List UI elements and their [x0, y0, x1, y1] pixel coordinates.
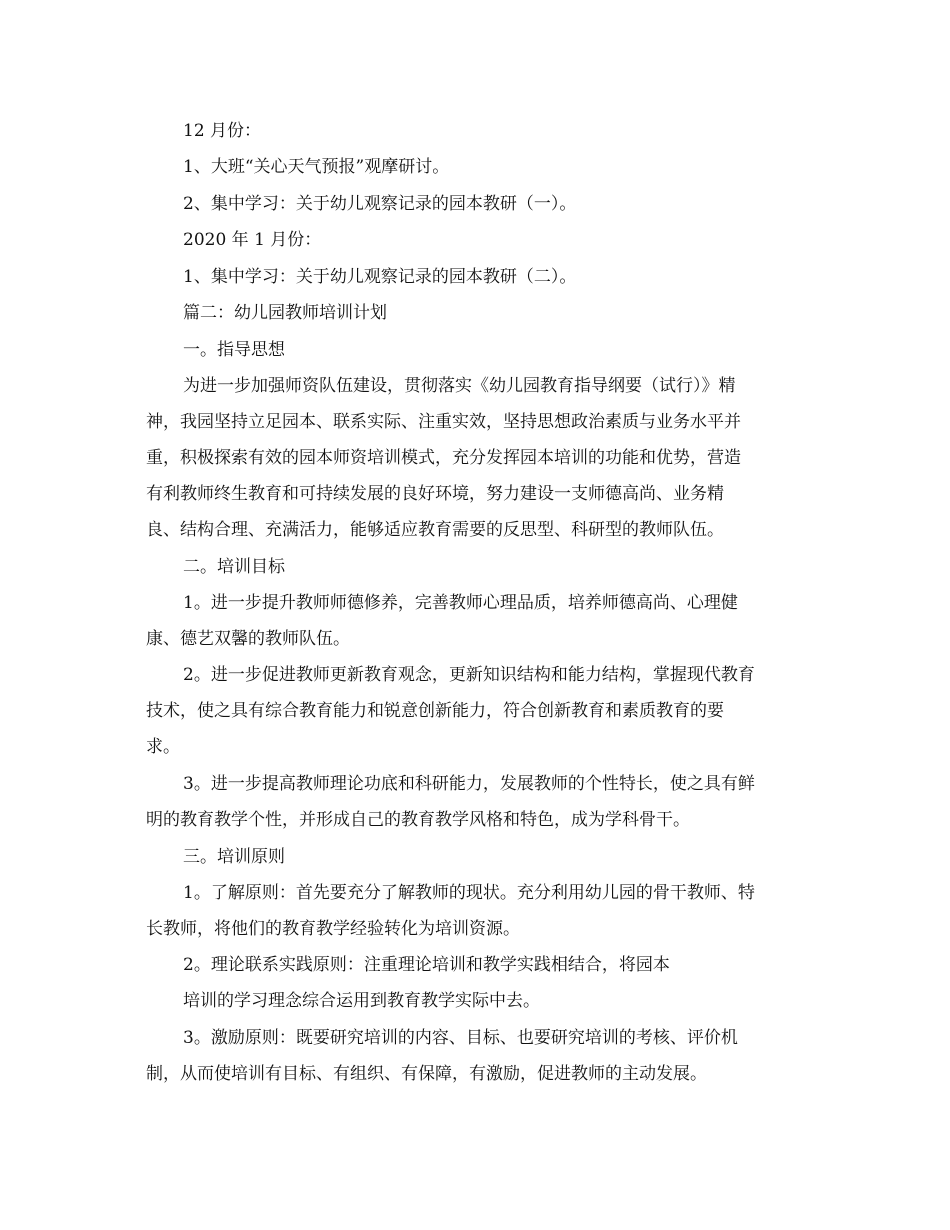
section-heading: 三。培训原则 [183, 847, 285, 867]
paragraph-line: 1。进一步提升教师师德修养，完善教师心理品质，培养师德高尚、心理健 [183, 593, 738, 613]
paragraph-line: 制，从而使培训有目标、有组织、有保障，有激励，促进教师的主动发展。 [146, 1064, 707, 1084]
paragraph-line: 良、结构合理、充满活力，能够适应教育需要的反思型、科研型的教师队伍。 [146, 520, 724, 540]
paragraph-line: 3。激励原则：既要研究培训的内容、目标、也要研究培训的考核、评价机 [183, 1028, 738, 1048]
section-heading: 二。培训目标 [183, 557, 285, 577]
month-heading-january: 2020 年 1 月份： [183, 230, 322, 250]
paragraph-line: 1。了解原则：首先要充分了解教师的现状。充分利用幼儿园的骨干教师、特 [183, 883, 755, 903]
paragraph-line: 神，我园坚持立足园本、联系实际、注重实效，坚持思想政治素质与业务水平并 [146, 412, 741, 432]
paragraph-line: 明的教育教学个性，并形成自己的教育教学风格和特色，成为学科骨干。 [146, 810, 690, 830]
paragraph-line: 有利教师终生教育和可持续发展的良好环境，努力建设一支师德高尚、业务精 [146, 484, 724, 504]
paragraph-line: 培训的学习理念综合运用到教育教学实际中去。 [183, 991, 540, 1011]
paragraph-line: 为进一步加强师资队伍建设，贯彻落实《幼儿园教育指导纲要（试行）》精 [183, 376, 736, 396]
paragraph-line: 2。理论联系实践原则：注重理论培训和教学实践相结合，将园本 [183, 955, 670, 975]
paragraph-line: 技术，使之具有综合教育能力和锐意创新能力，符合创新教育和素质教育的要 [146, 701, 724, 721]
paragraph-line: 求。 [146, 737, 180, 757]
section-heading: 一。指导思想 [183, 340, 285, 360]
paragraph-line: 康、德艺双馨的教师队伍。 [146, 629, 350, 649]
month-heading-december: 12 月份： [183, 121, 262, 141]
paragraph-line: 长教师，将他们的教育教学经验转化为培训资源。 [146, 919, 520, 939]
list-item: 2、集中学习：关于幼儿观察记录的园本教研（一）。 [183, 194, 577, 214]
paragraph-line: 重，积极探索有效的园本师资培训模式，充分发挥园本培训的功能和优势，营造 [146, 448, 741, 468]
chapter-title: 篇二：幼儿园教师培训计划 [183, 303, 387, 323]
list-item: 1、大班“关心天气预报”观摩研讨。 [183, 157, 450, 177]
paragraph-line: 3。进一步提高教师理论功底和科研能力，发展教师的个性特长，使之具有鲜 [183, 774, 755, 794]
list-item: 1、集中学习：关于幼儿观察记录的园本教研（二）。 [183, 267, 577, 287]
paragraph-line: 2。进一步促进教师更新教育观念，更新知识结构和能力结构，掌握现代教育 [183, 665, 755, 685]
